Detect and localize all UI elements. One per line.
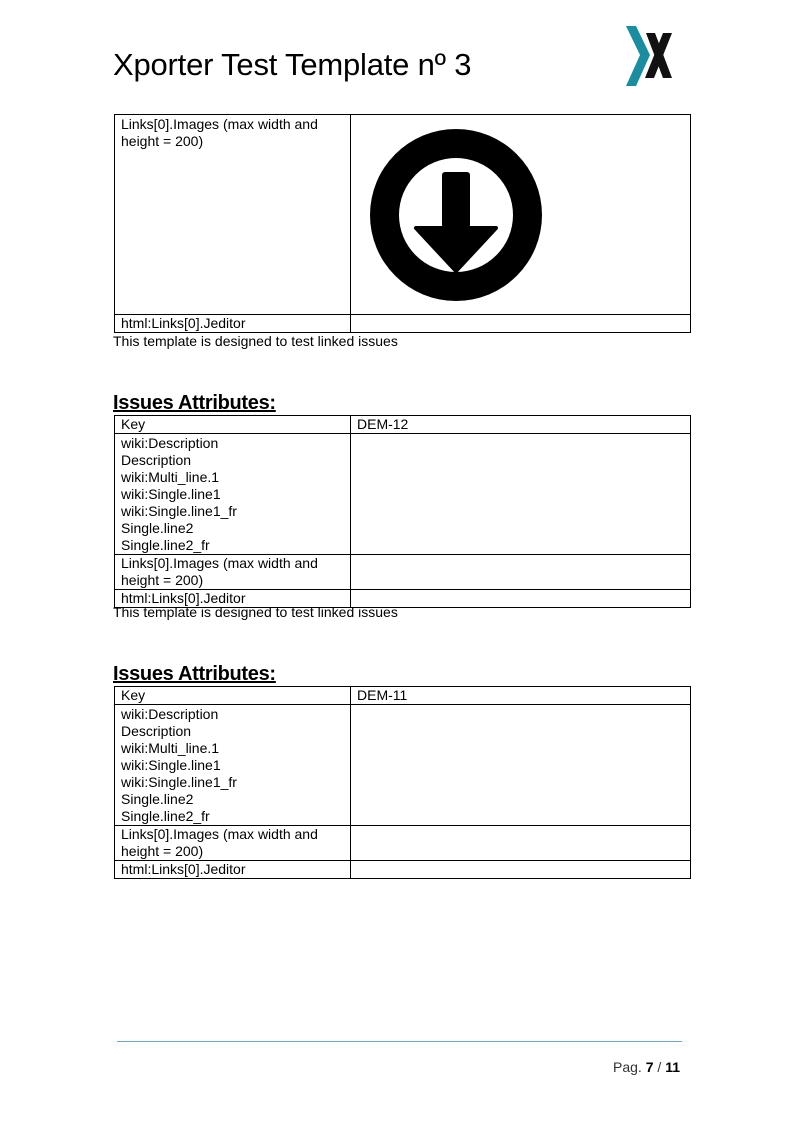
footer-divider: [117, 1041, 682, 1042]
issues-attributes-heading: Issues Attributes:: [113, 663, 276, 685]
field-label: Single.line2: [121, 791, 194, 807]
total-pages: 11: [665, 1059, 680, 1075]
field-label: wiki:Description: [121, 435, 219, 451]
jeditor-value-cell: [351, 861, 691, 879]
jeditor-label-cell: html:Links[0].Jeditor: [115, 590, 351, 608]
page-prefix: Pag.: [613, 1059, 642, 1075]
field-label: Single.line2_fr: [121, 808, 210, 824]
field-label: wiki:Single.line1_fr: [121, 503, 237, 519]
page-number: [613, 1059, 680, 1075]
linked-issue-table-1: [114, 114, 691, 333]
images-value-cell: [351, 826, 691, 861]
template-note: This template is designed to test linked issues: [113, 604, 398, 620]
page-title: Xporter Test Template nº 3: [113, 47, 472, 82]
key-label-cell: Key: [115, 416, 351, 434]
field-label: wiki:Multi_line.1: [121, 740, 220, 756]
xporter-logo-icon: [624, 25, 674, 87]
field-label: Description: [121, 723, 192, 739]
field-label: Single.line2_fr: [121, 537, 210, 553]
field-label: wiki:Description: [121, 706, 219, 722]
field-label: Single.line2: [121, 520, 194, 536]
field-label: wiki:Multi_line.1: [121, 469, 220, 485]
template-note: This template is designed to test linked issues: [113, 333, 398, 349]
image-cell: [351, 115, 691, 315]
jeditor-value-cell: [351, 315, 691, 333]
fields-value-cell: [351, 434, 691, 555]
issue-attributes-table-dem-11: [114, 686, 691, 879]
field-label: wiki:Single.line1_fr: [121, 774, 237, 790]
field-label: Description: [121, 452, 192, 468]
fields-value-cell: [351, 705, 691, 826]
fields-label-cell: [115, 434, 351, 555]
jeditor-label-cell: html:Links[0].Jeditor: [115, 315, 351, 333]
jeditor-value-cell: [351, 590, 691, 608]
issues-attributes-heading: Issues Attributes:: [113, 392, 276, 414]
jeditor-label-cell: html:Links[0].Jeditor: [115, 861, 351, 879]
images-label-cell: Links[0].Images (max width and height = 200): [115, 826, 351, 861]
images-label-cell: Links[0].Images (max width and height = 200): [115, 115, 351, 315]
fields-label-cell: [115, 705, 351, 826]
page-separator: /: [657, 1059, 662, 1075]
key-value-cell: DEM-12: [351, 416, 691, 434]
current-page: 7: [645, 1059, 654, 1075]
field-label: wiki:Single.line1: [121, 486, 221, 502]
key-value-cell: DEM-11: [351, 687, 691, 705]
issue-attributes-table-dem-12: [114, 415, 691, 608]
images-label-cell: Links[0].Images (max width and height = 200): [115, 555, 351, 590]
images-value-cell: [351, 555, 691, 590]
key-label-cell: Key: [115, 687, 351, 705]
field-label: wiki:Single.line1: [121, 757, 221, 773]
download-arrow-icon: [369, 128, 543, 302]
